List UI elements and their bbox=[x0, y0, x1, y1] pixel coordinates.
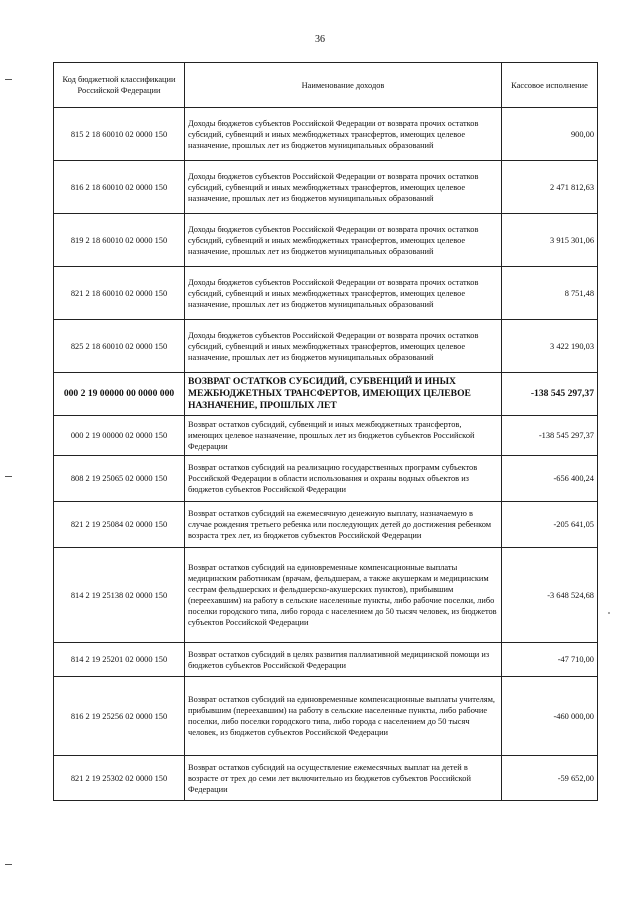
header-code: Код бюджетной классификации Российской Федерации bbox=[54, 63, 185, 108]
scan-edge-mark bbox=[5, 79, 12, 80]
amount-cell: -460 000,00 bbox=[502, 677, 598, 756]
name-cell: Доходы бюджетов субъектов Российской Федерации от возврата прочих остатков субсидий, субвенций и иных межбюджетных трансфертов, имеющих целевое назначение, прошлых лет из бюджетов муниципальных образований bbox=[185, 320, 502, 373]
name-cell: Возврат остатков субсидий на реализацию государственных программ субъектов Российской Федерации в области использования и охраны водных объектов из бюджетов субъектов Российской Федерации bbox=[185, 456, 502, 502]
code-cell: 819 2 18 60010 02 0000 150 bbox=[54, 214, 185, 267]
name-cell: ВОЗВРАТ ОСТАТКОВ СУБСИДИЙ, СУБВЕНЦИЙ И ИНЫХ МЕЖБЮДЖЕТНЫХ ТРАНСФЕРТОВ, ИМЕЮЩИХ ЦЕЛЕВОЕ НАЗНАЧЕНИЕ, ПРОШЛЫХ ЛЕТ bbox=[185, 373, 502, 416]
table-row bbox=[54, 161, 598, 214]
code-cell: 815 2 18 60010 02 0000 150 bbox=[54, 108, 185, 161]
name-cell: Доходы бюджетов субъектов Российской Федерации от возврата прочих остатков субсидий, субвенций и иных межбюджетных трансфертов, имеющих целевое назначение, прошлых лет из бюджетов муниципальных образований bbox=[185, 161, 502, 214]
table-row bbox=[54, 643, 598, 677]
code-cell: 000 2 19 00000 00 0000 000 bbox=[54, 373, 185, 416]
name-cell: Доходы бюджетов субъектов Российской Федерации от возврата прочих остатков субсидий, субвенций и иных межбюджетных трансфертов, имеющих целевое назначение, прошлых лет из бюджетов муниципальных образований bbox=[185, 267, 502, 320]
amount-cell: -138 545 297,37 bbox=[502, 373, 598, 416]
table-row bbox=[54, 320, 598, 373]
name-cell: Возврат остатков субсидий на единовременные компенсационные выплаты медицинским работникам (врачам, фельдшерам, а также акушеркам и медицинским сестрам фельдшерских и фельдшерско-акушерских пунктов), прибывшим (переехавшим) на работу в сельские населенные пункты, либо рабочие поселки, либо поселки городского типа, либо города с населением до 50 тысяч человек, из бюджетов субъектов Российской Федерации bbox=[185, 548, 502, 643]
table-row bbox=[54, 108, 598, 161]
name-cell: Возврат остатков субсидий на единовременные компенсационные выплаты учителям, прибывшим (переехавшим) на работу в сельские населенные пункты, либо рабочие поселки, либо поселки городского типа, либо города с населением до 50 тысяч человек, из бюджетов субъектов Российской Федерации bbox=[185, 677, 502, 756]
amount-cell: 3 422 190,03 bbox=[502, 320, 598, 373]
name-cell: Возврат остатков субсидий в целях развития паллиативной медицинской помощи из бюджетов субъектов Российской Федерации bbox=[185, 643, 502, 677]
header-name: Наименование доходов bbox=[185, 63, 502, 108]
table-body bbox=[54, 108, 598, 801]
page-number: 36 bbox=[315, 34, 325, 45]
amount-cell: 900,00 bbox=[502, 108, 598, 161]
revenue-table bbox=[53, 62, 598, 801]
code-cell: 825 2 18 60010 02 0000 150 bbox=[54, 320, 185, 373]
scan-edge-mark bbox=[5, 864, 12, 865]
amount-cell: -3 648 524,68 bbox=[502, 548, 598, 643]
table-header-row bbox=[54, 63, 598, 108]
name-cell: Доходы бюджетов субъектов Российской Федерации от возврата прочих остатков субсидий, субвенций и иных межбюджетных трансфертов, имеющих целевое назначение, прошлых лет из бюджетов муниципальных образований bbox=[185, 214, 502, 267]
table-row bbox=[54, 548, 598, 643]
code-cell: 821 2 19 25302 02 0000 150 bbox=[54, 756, 185, 801]
table-row bbox=[54, 373, 598, 416]
table-row bbox=[54, 677, 598, 756]
table-row bbox=[54, 214, 598, 267]
scan-edge-mark bbox=[5, 476, 12, 477]
name-cell: Возврат остатков субсидий, субвенций и иных межбюджетных трансфертов, имеющих целевое назначение, прошлых лет из бюджетов субъектов Российской Федерации bbox=[185, 416, 502, 456]
table-row bbox=[54, 456, 598, 502]
name-cell: Возврат остатков субсидий на осуществление ежемесячных выплат на детей в возрасте от трех до семи лет включительно из бюджетов субъектов Российской Федерации bbox=[185, 756, 502, 801]
code-cell: 808 2 19 25065 02 0000 150 bbox=[54, 456, 185, 502]
table-row bbox=[54, 416, 598, 456]
amount-cell: -47 710,00 bbox=[502, 643, 598, 677]
amount-cell: -59 652,00 bbox=[502, 756, 598, 801]
table-row bbox=[54, 502, 598, 548]
code-cell: 814 2 19 25138 02 0000 150 bbox=[54, 548, 185, 643]
code-cell: 000 2 19 00000 02 0000 150 bbox=[54, 416, 185, 456]
amount-cell: 3 915 301,06 bbox=[502, 214, 598, 267]
amount-cell: 2 471 812,63 bbox=[502, 161, 598, 214]
scan-speck bbox=[608, 612, 610, 614]
table-row bbox=[54, 756, 598, 801]
code-cell: 816 2 19 25256 02 0000 150 bbox=[54, 677, 185, 756]
name-cell: Доходы бюджетов субъектов Российской Федерации от возврата прочих остатков субсидий, субвенций и иных межбюджетных трансфертов, имеющих целевое назначение, прошлых лет из бюджетов муниципальных образований bbox=[185, 108, 502, 161]
amount-cell: -205 641,05 bbox=[502, 502, 598, 548]
amount-cell: -656 400,24 bbox=[502, 456, 598, 502]
table-row bbox=[54, 267, 598, 320]
name-cell: Возврат остатков субсидий на ежемесячную денежную выплату, назначаемую в случае рождения третьего ребенка или последующих детей до достижения ребенком возраста трех лет, из бюджетов субъектов Российской Федерации bbox=[185, 502, 502, 548]
code-cell: 814 2 19 25201 02 0000 150 bbox=[54, 643, 185, 677]
code-cell: 816 2 18 60010 02 0000 150 bbox=[54, 161, 185, 214]
amount-cell: 8 751,48 bbox=[502, 267, 598, 320]
code-cell: 821 2 18 60010 02 0000 150 bbox=[54, 267, 185, 320]
code-cell: 821 2 19 25084 02 0000 150 bbox=[54, 502, 185, 548]
header-amount: Кассовое исполнение bbox=[502, 63, 598, 108]
amount-cell: -138 545 297,37 bbox=[502, 416, 598, 456]
